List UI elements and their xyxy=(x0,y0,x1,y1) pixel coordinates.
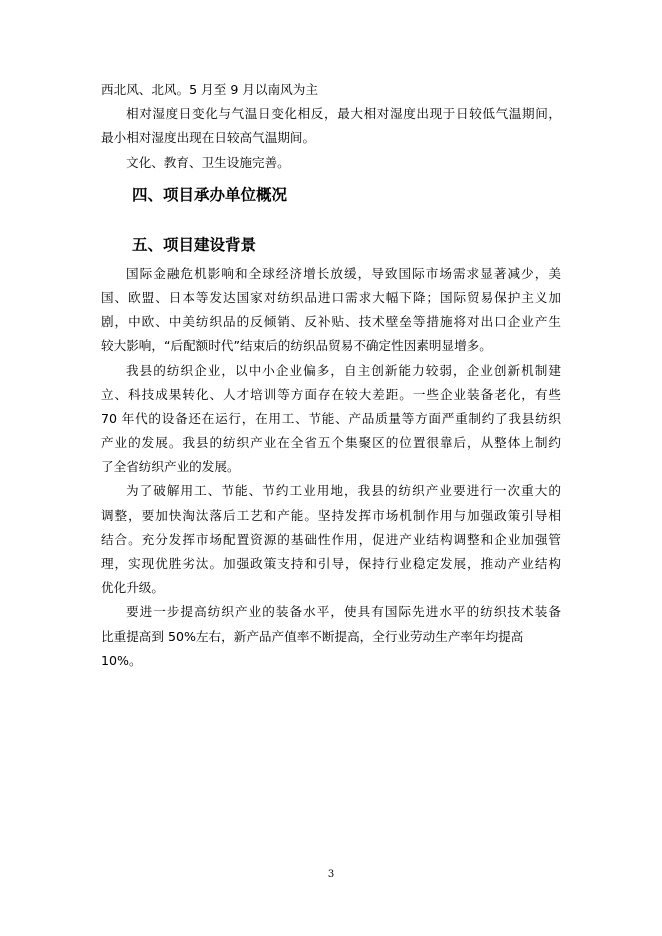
page-body xyxy=(101,78,561,673)
body-text-line: 西北风、北风。5 月至 9 月以南风为主 xyxy=(101,82,318,97)
body-text-line: 调整，要加快淘汰落后工艺和产能。坚持发挥市场机制作用与加强政策引导相 xyxy=(101,507,561,523)
body-text-line: 国际金融危机影响和全球经济增长放缓，导致国际市场需求显著减少，美 xyxy=(126,265,561,281)
body-text-line: 我县的纺织企业，以中小企业偏多，自主创新能力较弱，企业创新机制建 xyxy=(126,362,561,378)
body-text-line: 理，实现优胜劣汰。加强政策支持和引导，保持行业稳定发展，推动产业结构 xyxy=(101,556,561,571)
body-text-line: 70 年代的设备还在运行，在用工、节能、产品质量等方面严重制约了我县纺织 xyxy=(101,410,561,426)
section-heading-5: 五、项目建设背景 xyxy=(132,235,257,254)
body-text-line: 文化、教育、卫生设施完善。 xyxy=(126,154,290,170)
body-text-line: 国、欧盟、日本等发达国家对纺织品进口需求大幅下降；国际贸易保护主义加 xyxy=(101,289,561,305)
body-text-line: 产业的发展。我县的纺织产业在全省五个集聚区的位置很靠后，从整体上制约 xyxy=(101,435,561,451)
body-text-line: 最小相对湿度出现在日较高气温期间。 xyxy=(101,130,316,146)
body-text-line: 较大影响，“后配额时代”结束后的纺织品贸易不确定性因素明显增多。 xyxy=(101,338,492,354)
body-text-line: 剧，中欧、中美纺织品的反倾销、反补贴、技术壁垒等措施将对出口企业产生 xyxy=(101,314,561,330)
paragraph-3 xyxy=(101,479,561,600)
paragraph-1 xyxy=(101,262,561,359)
paragraph-2 xyxy=(101,359,561,480)
body-text-line: 要进一步提高纺织产业的装备水平，使具有国际先进水平的纺织技术装备 xyxy=(126,604,561,620)
body-text-line: 结合。充分发挥市场配置资源的基础性作用，促进产业结构调整和企业加强管 xyxy=(101,531,561,547)
body-text-line: 10%。 xyxy=(101,652,142,668)
body-text-line: 了全省纺织产业的发展。 xyxy=(101,459,240,475)
section-heading-4: 四、项目承办单位概况 xyxy=(132,185,288,204)
paragraph-4 xyxy=(101,600,561,673)
body-text-line: 优化升级。 xyxy=(101,580,164,596)
body-text-line: 相对湿度日变化与气温日变化相反，最大相对湿度出现于日较低气温期间， xyxy=(126,106,561,122)
body-text-line: 为了破解用工、节能、节约工业用地，我县的纺织产业要进行一次重大的 xyxy=(126,483,561,499)
body-text-line: 比重提高到 50%左右，新产品产值率不断提高，全行业劳动生产率年均提高 xyxy=(101,628,524,644)
page-number: 3 xyxy=(327,869,335,880)
body-text-line: 立、科技成果转化、人才培训等方面存在较大差距。一些企业装备老化，有些 xyxy=(101,386,561,402)
